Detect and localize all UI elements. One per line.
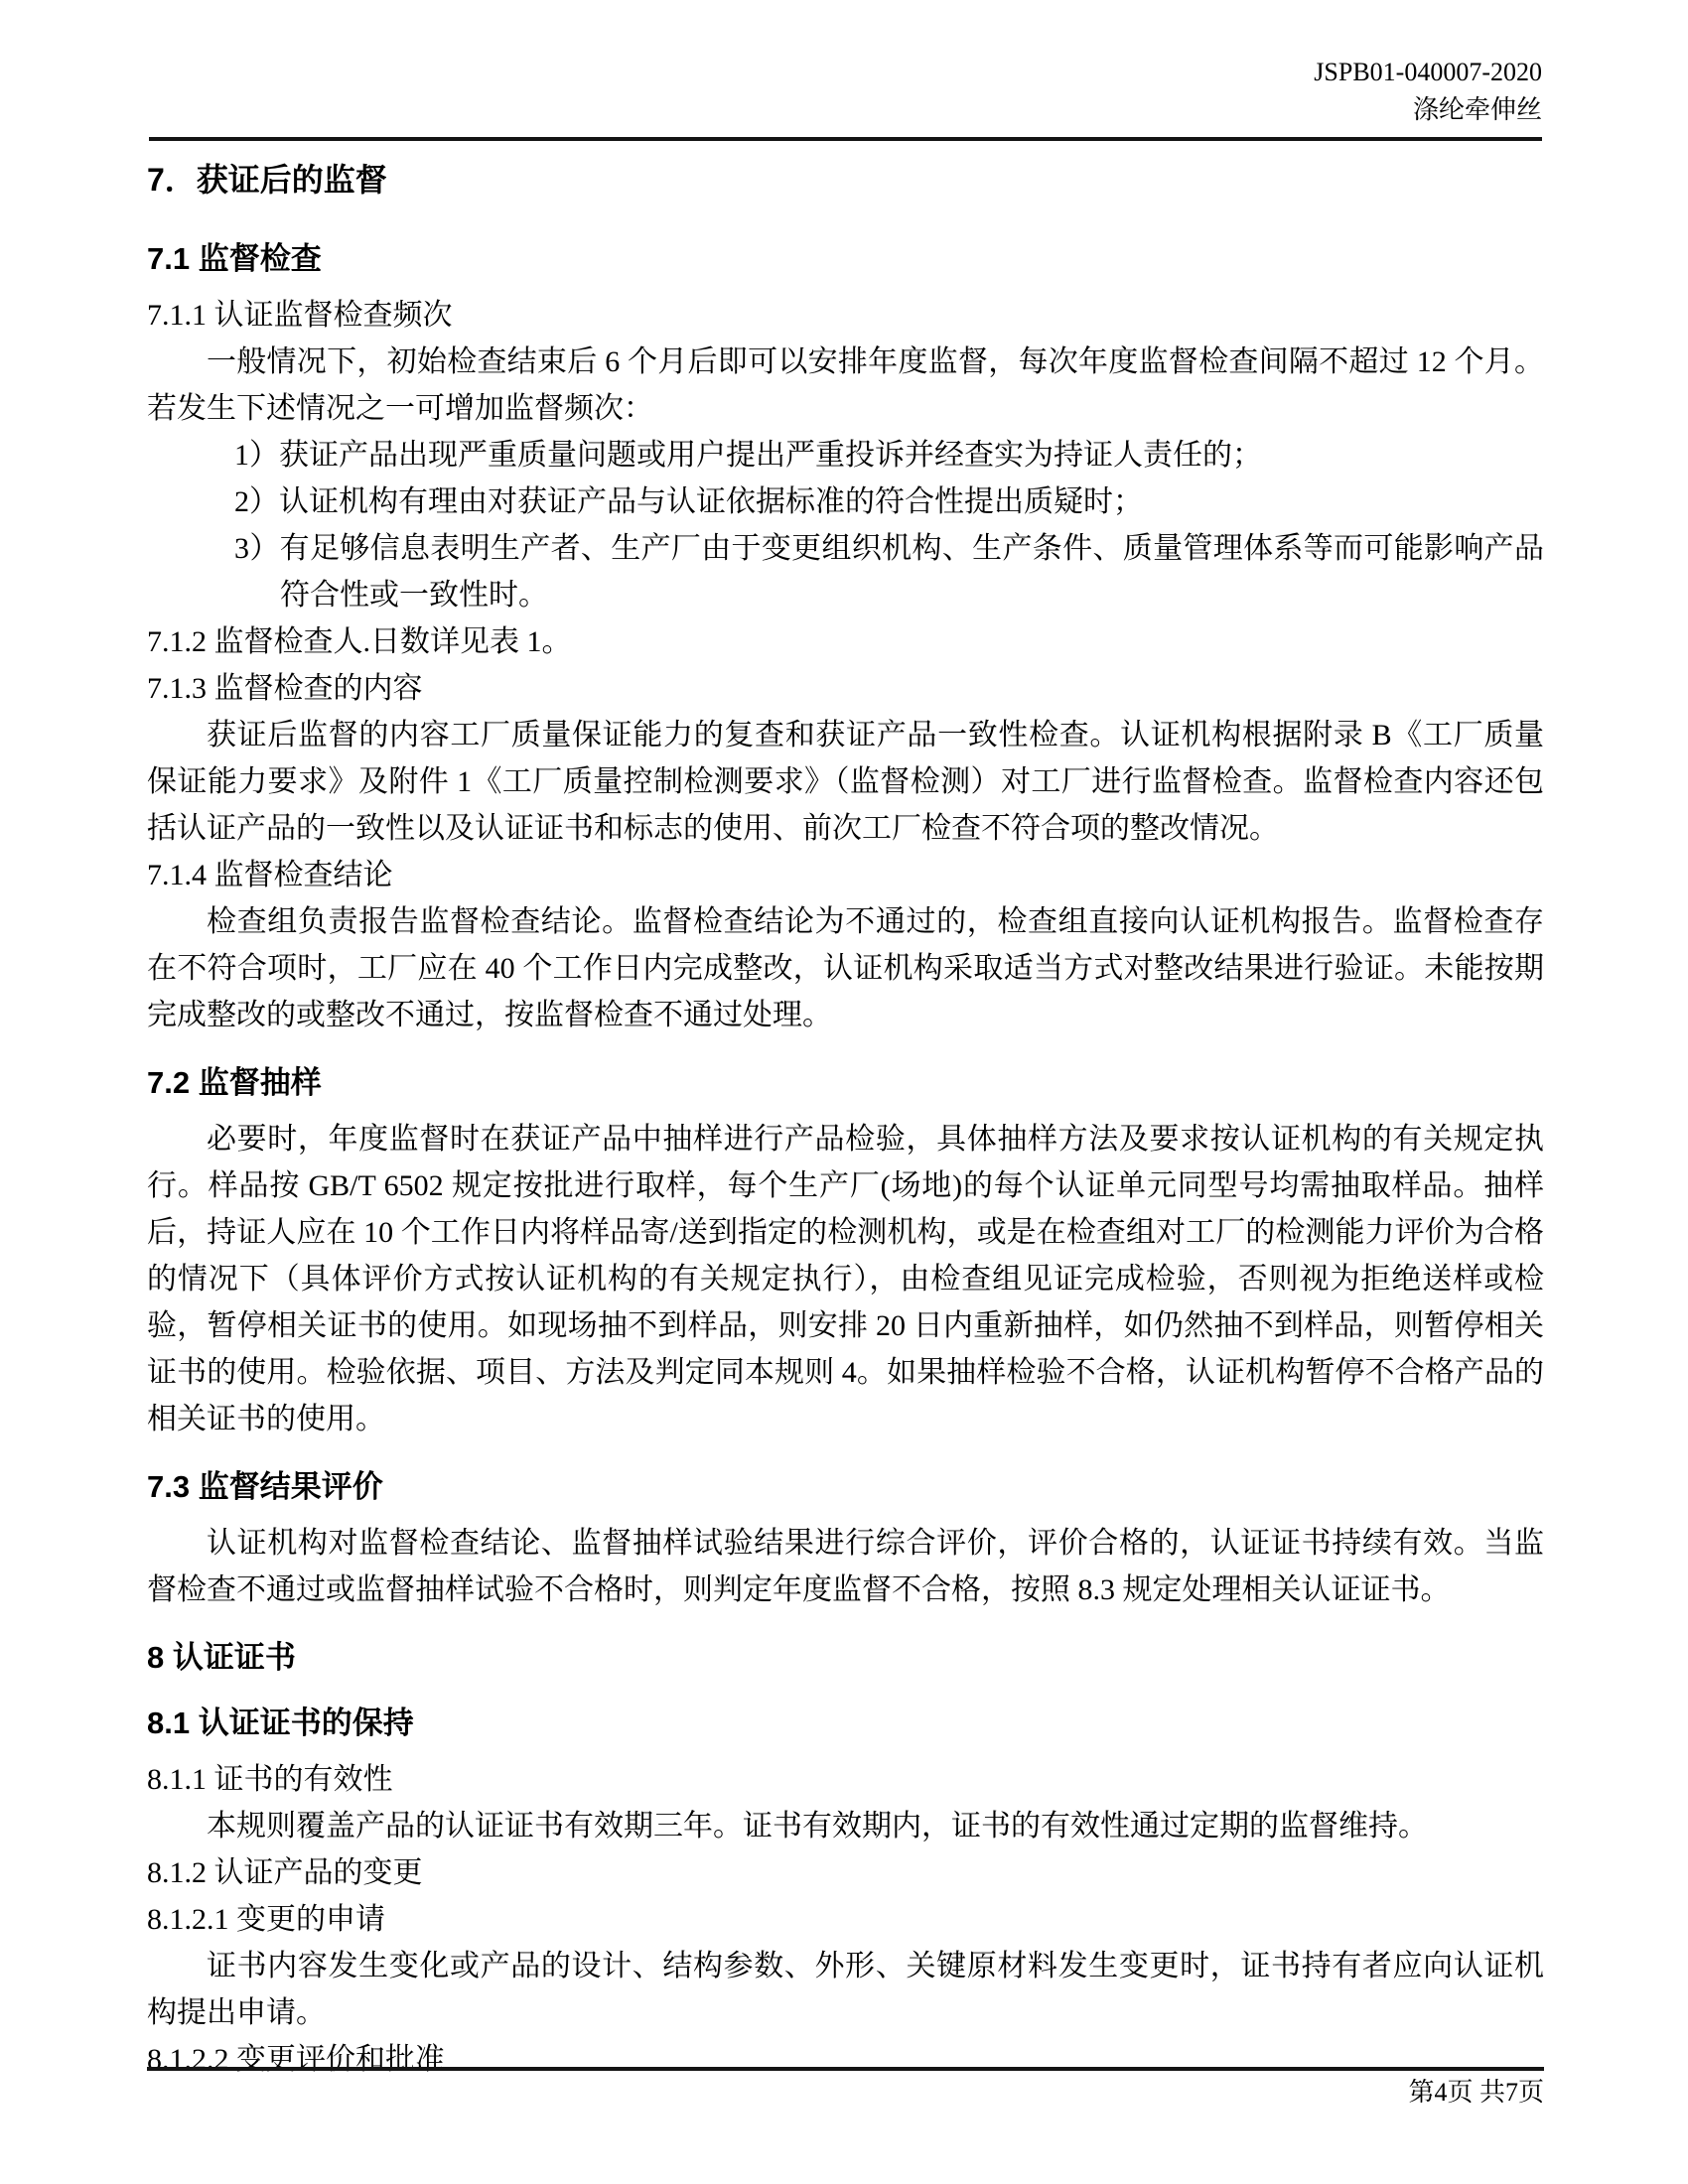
paragraph: 一般情况下，初始检查结束后 6 个月后即可以安排年度监督，每次年度监督检查间隔不超过 12 个月。若发生下述情况之一可增加监督频次： <box>147 345 1544 425</box>
subsection-heading: 7.1.4 监督检查结论 <box>147 859 393 891</box>
paragraph: 必要时，年度监督时在获证产品中抽样进行产品检验，具体抽样方法及要求按认证机构的有关规定执行。样品按 GB/T 6502 规定按批进行取样，每个生产厂(场地)的每个认证单元同型号均需抽取样品。抽样后，持证人应在 10 个工作日内将样品寄/送到指定的检测机构，或是在检查组对工厂的检测能力评价为合格的情况下（具体评价方式按认证机构的有关规定执行），由检查组见证完成检验，否则视为拒绝送样或检验，暂停相关证书的使用。如现场抽不到样品，则安排 20 日内重新抽样，如仍然抽不到样品，则暂停相关证书的使用。检验依据、项目、方法及判定同本规则 4。如果抽样检验不合格，认证机构暂停不合格产品的相关证书的使用。 <box>147 1123 1544 1435</box>
paragraph: 认证机构对监督检查结论、监督抽样试验结果进行综合评价，评价合格的，认证证书持续有效。当监督检查不通过或监督抽样试验不合格时，则判定年度监督不合格，按照 8.3 规定处理相关认证证书。 <box>147 1527 1544 1606</box>
paragraph: 获证后监督的内容工厂质量保证能力的复查和获证产品一致性检查。认证机构根据附录 B《工厂质量保证能力要求》及附件 1《工厂质量控制检测要求》（监督检测）对工厂进行监督检查。监督检查内容还包括认证产品的一致性以及认证证书和标志的使用、前次工厂检查不符合项的整改情况。 <box>147 719 1544 845</box>
list-item: 1）获证产品出现严重质量问题或用户提出严重投诉并经查实为持证人责任的； <box>234 439 1262 472</box>
subsection-heading: 7.1.2 监督检查人.日数详见表 1。 <box>147 625 572 658</box>
paragraph: 证书内容发生变化或产品的设计、结构参数、外形、关键原材料发生变更时，证书持有者应向认证机构提出申请。 <box>147 1950 1544 2029</box>
page-indicator: 第4页 共7页 <box>1408 2078 1544 2107</box>
page-footer <box>147 2067 1544 2110</box>
paragraph: 本规则覆盖产品的认证证书有效期三年。证书有效期内，证书的有效性通过定期的监督维持。 <box>207 1810 1428 1843</box>
subsection-heading: 7.1.3 监督检查的内容 <box>147 672 423 705</box>
section-heading: 8 认证证书 <box>147 1640 296 1675</box>
doc-number: JSPB01-040007-2020 <box>1314 58 1542 86</box>
chapter-heading: 7．获证后的监督 <box>147 162 387 198</box>
section-heading: 7.2 监督抽样 <box>147 1065 322 1100</box>
product-name: 涤纶牵伸丝 <box>1412 95 1542 124</box>
document-body <box>147 155 1544 2083</box>
subsection-heading: 7.1.1 认证监督检查频次 <box>147 299 453 332</box>
subsection-heading: 8.1.2.2 变更评价和批准 <box>147 2043 445 2076</box>
paragraph: 检查组负责报告监督检查结论。监督检查结论为不通过的，检查组直接向认证机构报告。监督检查存在不符合项时，工厂应在 40 个工作日内完成整改，认证机构采取适当方式对整改结果进行验证。未能按期完成整改的或整改不通过，按监督检查不通过处理。 <box>147 905 1544 1031</box>
list-item: 3）有足够信息表明生产者、生产厂由于变更组织机构、生产条件、质量管理体系等而可能影响产品符合性或一致性时。 <box>234 532 1544 612</box>
page-header <box>149 54 1542 141</box>
subsection-heading: 8.1.1 证书的有效性 <box>147 1763 393 1796</box>
list-item: 2）认证机构有理由对获证产品与认证依据标准的符合性提出质疑时； <box>234 485 1143 518</box>
section-heading: 7.1 监督检查 <box>147 241 322 276</box>
section-heading: 8.1 认证证书的保持 <box>147 1706 414 1740</box>
section-heading: 7.3 监督结果评价 <box>147 1469 383 1504</box>
subsection-heading: 8.1.2.1 变更的申请 <box>147 1903 385 1936</box>
subsection-heading: 8.1.2 认证产品的变更 <box>147 1856 423 1889</box>
